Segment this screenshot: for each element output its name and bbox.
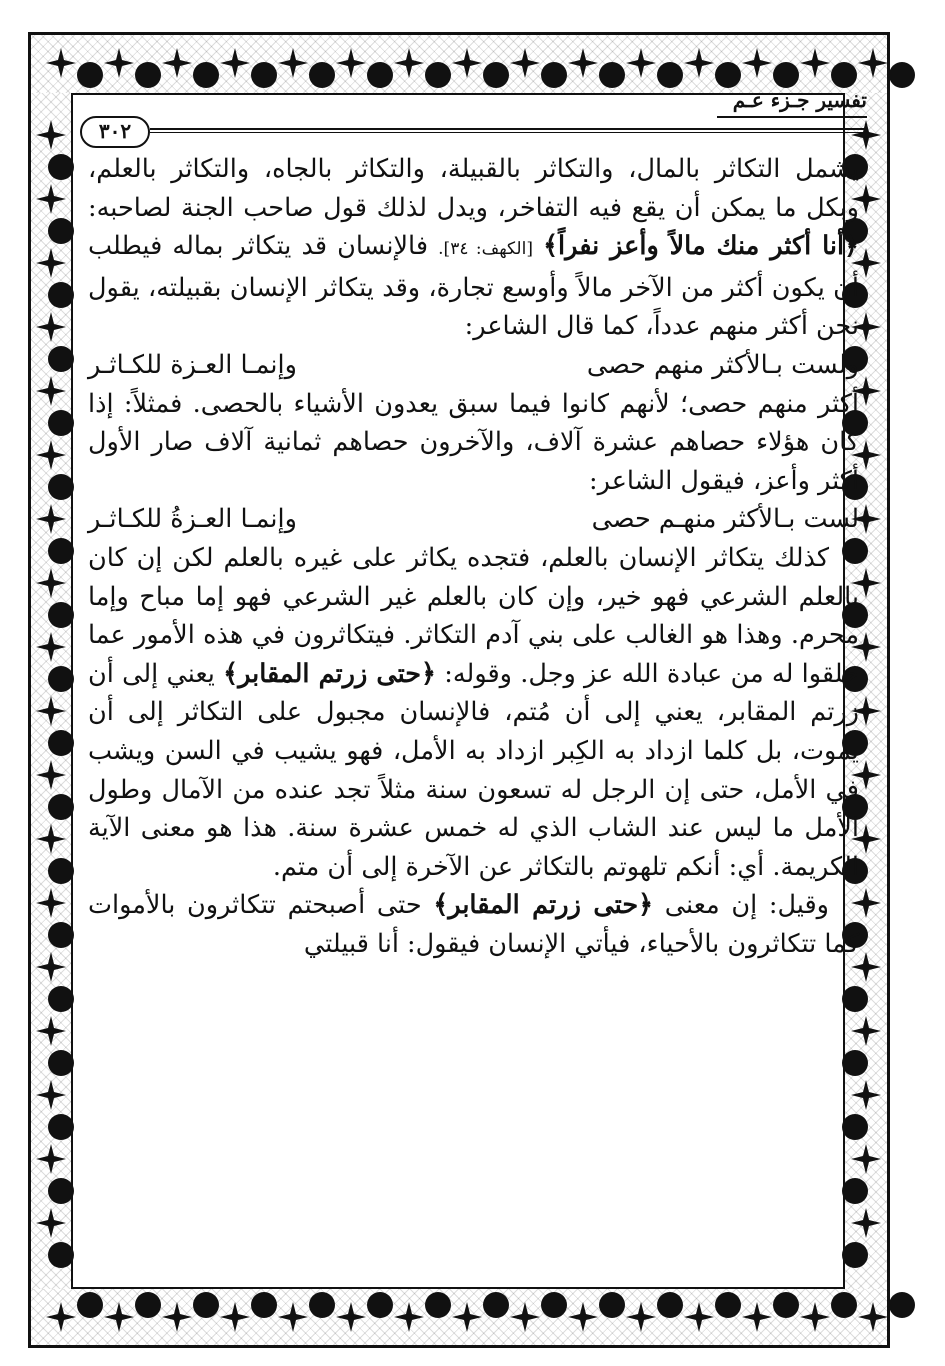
paragraph-4-continuation: حتى أصبحتم تتكاثرون بالأموات كما تتكاثرون بالأحياء، فيأتي الإنسان فيقول: أنا قبيلتي: [88, 890, 859, 959]
star-ornament-icon: [36, 248, 66, 278]
paragraph-3: [88, 539, 859, 886]
star-ornament-icon: [742, 1302, 772, 1332]
header-rule: [150, 128, 867, 130]
star-ornament-icon: [684, 48, 714, 78]
star-ornament-icon: [36, 632, 66, 662]
star-ornament-icon: [851, 1144, 881, 1174]
star-ornament-icon: [36, 1208, 66, 1238]
star-ornament-icon: [394, 48, 424, 78]
disc-ornament-icon: [715, 62, 741, 88]
disc-ornament-icon: [135, 1292, 161, 1318]
disc-ornament-icon: [48, 538, 74, 564]
star-ornament-icon: [510, 48, 540, 78]
disc-ornament-icon: [367, 1292, 393, 1318]
disc-ornament-icon: [193, 62, 219, 88]
verse-1-first-hemistich: ولست بـالأكثر منهم حصى: [586, 349, 859, 380]
poetry-verse-1: [88, 346, 859, 385]
paragraph-3-continuation: يعني إلى أن زرتم المقابر، يعني إلى أن مُتم، فالإنسان مجبول على التكاثر إلى أن يموت، بل كلما ازداد به الكِبر ازداد به الأمل، فهو يشيب في السن ويشب في الأمل، حتى إن الرجل له تسعون سنة مثلاً تجد عنده من الآمال وطول الأمل ما ليس عند الشاب الذي له خمس عشرة سنة. هذا هو معنى الآية الكريمة. أي: أنكم تلهوتم بالتكاثر عن الآخرة إلى أن متم.: [88, 658, 859, 882]
disc-ornament-icon: [251, 62, 277, 88]
disc-ornament-icon: [842, 986, 868, 1012]
title-underline: [717, 116, 867, 118]
star-ornament-icon: [36, 376, 66, 406]
star-ornament-icon: [36, 312, 66, 342]
disc-ornament-icon: [48, 602, 74, 628]
star-ornament-icon: [452, 48, 482, 78]
page-body: [88, 150, 859, 963]
disc-ornament-icon: [541, 62, 567, 88]
disc-ornament-icon: [48, 1114, 74, 1140]
disc-ornament-icon: [773, 62, 799, 88]
star-ornament-icon: [46, 48, 76, 78]
disc-ornament-icon: [48, 474, 74, 500]
paragraph-1: [88, 150, 859, 346]
disc-ornament-icon: [599, 62, 625, 88]
star-ornament-icon: [394, 1302, 424, 1332]
star-ornament-icon: [36, 760, 66, 790]
disc-ornament-icon: [425, 1292, 451, 1318]
verse-2-first-hemistich: لست بـالأكثر منهـم حصى: [591, 504, 859, 535]
quran-quote-1: ﴿أنا أكثر منك مالاً وأعز نفراً﴾: [543, 231, 859, 262]
star-ornament-icon: [36, 184, 66, 214]
running-title: تفسير جـزء عـم: [732, 88, 867, 112]
star-ornament-icon: [568, 48, 598, 78]
disc-ornament-icon: [889, 62, 915, 88]
disc-ornament-icon: [77, 1292, 103, 1318]
disc-ornament-icon: [48, 922, 74, 948]
disc-ornament-icon: [842, 1114, 868, 1140]
disc-ornament-icon: [541, 1292, 567, 1318]
disc-ornament-icon: [48, 154, 74, 180]
verse-2-second-hemistich: وإنمـا العـزةُ للكـاثـر: [88, 504, 297, 535]
paragraph-3-text: كذلك يتكاثر الإنسان بالعلم، فتجده يكاثر على غيره بالعلم لكن إن كان بالعلم الشرعي فهو خير، وإن كان بالعلم غير الشرعي فهو إما مباح وإما محرم. وهذا هو الغالب على بني آدم التكاثر. فيتكاثرون في هذه الأمور عما خلقوا له من عبادة الله عز وجل. وقوله:: [88, 542, 860, 689]
disc-ornament-icon: [48, 794, 74, 820]
star-ornament-icon: [220, 1302, 250, 1332]
disc-ornament-icon: [48, 1050, 74, 1076]
star-ornament-icon: [36, 1080, 66, 1110]
star-ornament-icon: [626, 1302, 656, 1332]
star-ornament-icon: [336, 1302, 366, 1332]
star-ornament-icon: [278, 48, 308, 78]
disc-ornament-icon: [48, 858, 74, 884]
disc-ornament-icon: [715, 1292, 741, 1318]
disc-ornament-icon: [77, 62, 103, 88]
disc-ornament-icon: [48, 410, 74, 436]
star-ornament-icon: [36, 888, 66, 918]
disc-ornament-icon: [842, 1178, 868, 1204]
star-ornament-icon: [510, 1302, 540, 1332]
star-ornament-icon: [568, 1302, 598, 1332]
star-ornament-icon: [858, 1302, 888, 1332]
star-ornament-icon: [684, 1302, 714, 1332]
paragraph-4-text: وقيل: إن معنى: [664, 890, 829, 921]
disc-ornament-icon: [309, 62, 335, 88]
star-ornament-icon: [162, 1302, 192, 1332]
disc-ornament-icon: [842, 1242, 868, 1268]
star-ornament-icon: [36, 504, 66, 534]
disc-ornament-icon: [48, 1242, 74, 1268]
disc-ornament-icon: [48, 1178, 74, 1204]
star-ornament-icon: [36, 952, 66, 982]
star-ornament-icon: [336, 48, 366, 78]
page-number: ٣٠٢: [80, 116, 150, 148]
disc-ornament-icon: [193, 1292, 219, 1318]
paragraph-1-continuation: فالإنسان قد يتكاثر بماله فيطلب أن يكون أكثر من الآخر مالاً وأوسع تجارة، وقد يتكاثر الإنسان بقبيلته، يقول نحن أكثر منهم عدداً، كما قال الشاعر:: [88, 231, 859, 342]
disc-ornament-icon: [831, 1292, 857, 1318]
disc-ornament-icon: [773, 1292, 799, 1318]
disc-ornament-icon: [48, 730, 74, 756]
star-ornament-icon: [851, 1016, 881, 1046]
disc-ornament-icon: [599, 1292, 625, 1318]
disc-ornament-icon: [842, 1050, 868, 1076]
star-ornament-icon: [851, 1080, 881, 1110]
disc-ornament-icon: [483, 1292, 509, 1318]
disc-ornament-icon: [135, 62, 161, 88]
disc-ornament-icon: [251, 1292, 277, 1318]
verse-1-second-hemistich: وإنمـا العـزة للكـاثـر: [88, 349, 297, 380]
star-ornament-icon: [36, 824, 66, 854]
star-ornament-icon: [742, 48, 772, 78]
star-ornament-icon: [278, 1302, 308, 1332]
star-ornament-icon: [220, 48, 250, 78]
paragraph-1-text: يشمل التكاثر بالمال، والتكاثر بالقبيلة، والتكاثر بالجاه، والتكاثر بالعلم، وبكل ما يمكن أن يقع فيه التفاخر، ويدل لذلك قول صاحب الجنة لصاحبه:: [88, 154, 859, 223]
disc-ornament-icon: [425, 62, 451, 88]
star-ornament-icon: [858, 48, 888, 78]
disc-ornament-icon: [889, 1292, 915, 1318]
paragraph-2: أكثر منهم حصى؛ لأنهم كانوا فيما سبق يعدون الأشياء بالحصى. فمثلاً: إذا كان هؤلاء حصاهم عشرة آلاف، والآخرون حصاهم ثمانية آلاف صار الأول أكثر وأعز، فيقول الشاعر:: [88, 388, 859, 496]
star-ornament-icon: [36, 1016, 66, 1046]
disc-ornament-icon: [48, 282, 74, 308]
star-ornament-icon: [36, 568, 66, 598]
star-ornament-icon: [851, 1208, 881, 1238]
disc-ornament-icon: [483, 62, 509, 88]
quran-quote-2: ﴿حتى زرتم المقابر﴾: [223, 658, 436, 689]
page-header: [80, 88, 867, 143]
star-ornament-icon: [36, 696, 66, 726]
paragraph-4: [88, 886, 859, 963]
disc-ornament-icon: [48, 218, 74, 244]
disc-ornament-icon: [657, 1292, 683, 1318]
star-ornament-icon: [36, 120, 66, 150]
star-ornament-icon: [104, 48, 134, 78]
star-ornament-icon: [626, 48, 656, 78]
header-rule-thin: [150, 132, 867, 133]
star-ornament-icon: [36, 440, 66, 470]
star-ornament-icon: [452, 1302, 482, 1332]
disc-ornament-icon: [48, 346, 74, 372]
disc-ornament-icon: [48, 666, 74, 692]
disc-ornament-icon: [367, 62, 393, 88]
star-ornament-icon: [800, 48, 830, 78]
star-ornament-icon: [36, 1144, 66, 1174]
quran-reference-1: [الكهف: ٣٤].: [438, 239, 533, 260]
star-ornament-icon: [104, 1302, 134, 1332]
disc-ornament-icon: [309, 1292, 335, 1318]
disc-ornament-icon: [831, 62, 857, 88]
poetry-verse-2: [88, 500, 859, 539]
star-ornament-icon: [800, 1302, 830, 1332]
quran-quote-3: ﴿حتى زرتم المقابر﴾: [433, 890, 654, 921]
disc-ornament-icon: [657, 62, 683, 88]
star-ornament-icon: [46, 1302, 76, 1332]
disc-ornament-icon: [48, 986, 74, 1012]
star-ornament-icon: [162, 48, 192, 78]
